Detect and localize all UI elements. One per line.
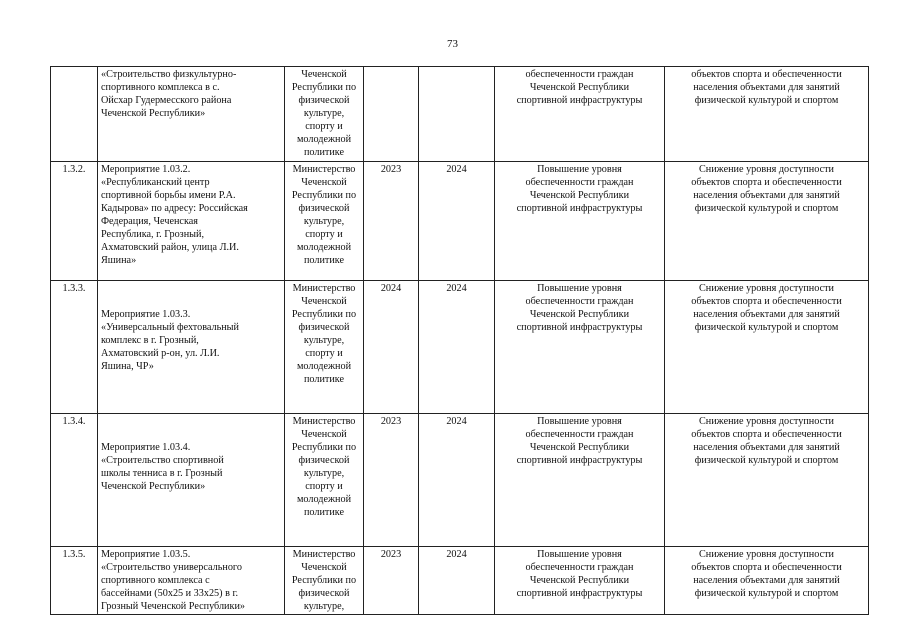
responsible-org: Министерство Чеченской Республики по физической культуре, спорту и молодежной политике <box>285 162 364 281</box>
indicator: Снижение уровня доступности объектов спорта и обеспеченности населения объектами для занятий физической культурой и спортом <box>665 281 869 414</box>
row-number <box>51 67 98 162</box>
responsible-org: Чеченской Республики по физической культуре, спорту и молодежной политике <box>285 67 364 162</box>
indicator: Снижение уровня доступности объектов спорта и обеспеченности населения объектами для занятий физической культурой и спортом <box>665 547 869 615</box>
end-year: 2024 <box>419 414 495 547</box>
activities-table <box>50 66 869 615</box>
end-year: 2024 <box>419 281 495 414</box>
activity-name: Мероприятие 1.03.4. «Строительство спортивной школы тенниса в г. Грозный Чеченской Республики» <box>98 414 285 547</box>
start-year <box>364 67 419 162</box>
activity-name: Мероприятие 1.03.3. «Универсальный фехтовальный комплекс в г. Грозный, Ахматовский р-он, ул. Л.И. Яшина, ЧР» <box>98 281 285 414</box>
table-row <box>51 547 869 615</box>
expected-result: обеспеченности граждан Чеченской Республики спортивной инфраструктуры <box>495 67 665 162</box>
table-row <box>51 162 869 281</box>
expected-result: Повышение уровня обеспеченности граждан Чеченской Республики спортивной инфраструктуры <box>495 281 665 414</box>
start-year: 2023 <box>364 547 419 615</box>
end-year: 2024 <box>419 162 495 281</box>
indicator: Снижение уровня доступности объектов спорта и обеспеченности населения объектами для занятий физической культурой и спортом <box>665 414 869 547</box>
activity-name: «Строительство физкультурно- спортивного комплекса в с. Ойсхар Гудермесского района Чеченской Республики» <box>98 67 285 162</box>
end-year: 2024 <box>419 547 495 615</box>
activity-name: Мероприятие 1.03.2. «Республиканский центр спортивной борьбы имени Р.А. Кадырова» по адресу: Российская Федерация, Чеченская Республика, г. Грозный, Ахматовский район, улица Л.И. Яшина» <box>98 162 285 281</box>
responsible-org: Министерство Чеченской Республики по физической культуре, спорту и молодежной политике <box>285 281 364 414</box>
activity-name: Мероприятие 1.03.5. «Строительство универсального спортивного комплекса с бассейнами (50х25 и 33х25) в г. Грозный Чеченской Республики» <box>98 547 285 615</box>
responsible-org: Министерство Чеченской Республики по физической культуре, спорту и молодежной политике <box>285 414 364 547</box>
expected-result: Повышение уровня обеспеченности граждан Чеченской Республики спортивной инфраструктуры <box>495 162 665 281</box>
indicator: объектов спорта и обеспеченности населения объектами для занятий физической культурой и спортом <box>665 67 869 162</box>
row-number: 1.3.4. <box>51 414 98 547</box>
start-year: 2023 <box>364 162 419 281</box>
table-row <box>51 281 869 414</box>
row-number: 1.3.2. <box>51 162 98 281</box>
table-row <box>51 67 869 162</box>
start-year: 2024 <box>364 281 419 414</box>
indicator: Снижение уровня доступности объектов спорта и обеспеченности населения объектами для занятий физической культурой и спортом <box>665 162 869 281</box>
expected-result: Повышение уровня обеспеченности граждан Чеченской Республики спортивной инфраструктуры <box>495 414 665 547</box>
table-row <box>51 414 869 547</box>
row-number: 1.3.5. <box>51 547 98 615</box>
start-year: 2023 <box>364 414 419 547</box>
row-number: 1.3.3. <box>51 281 98 414</box>
expected-result: Повышение уровня обеспеченности граждан Чеченской Республики спортивной инфраструктуры <box>495 547 665 615</box>
end-year <box>419 67 495 162</box>
responsible-org: Министерство Чеченской Республики по физической культуре, <box>285 547 364 615</box>
page-number: 73 <box>447 38 458 50</box>
